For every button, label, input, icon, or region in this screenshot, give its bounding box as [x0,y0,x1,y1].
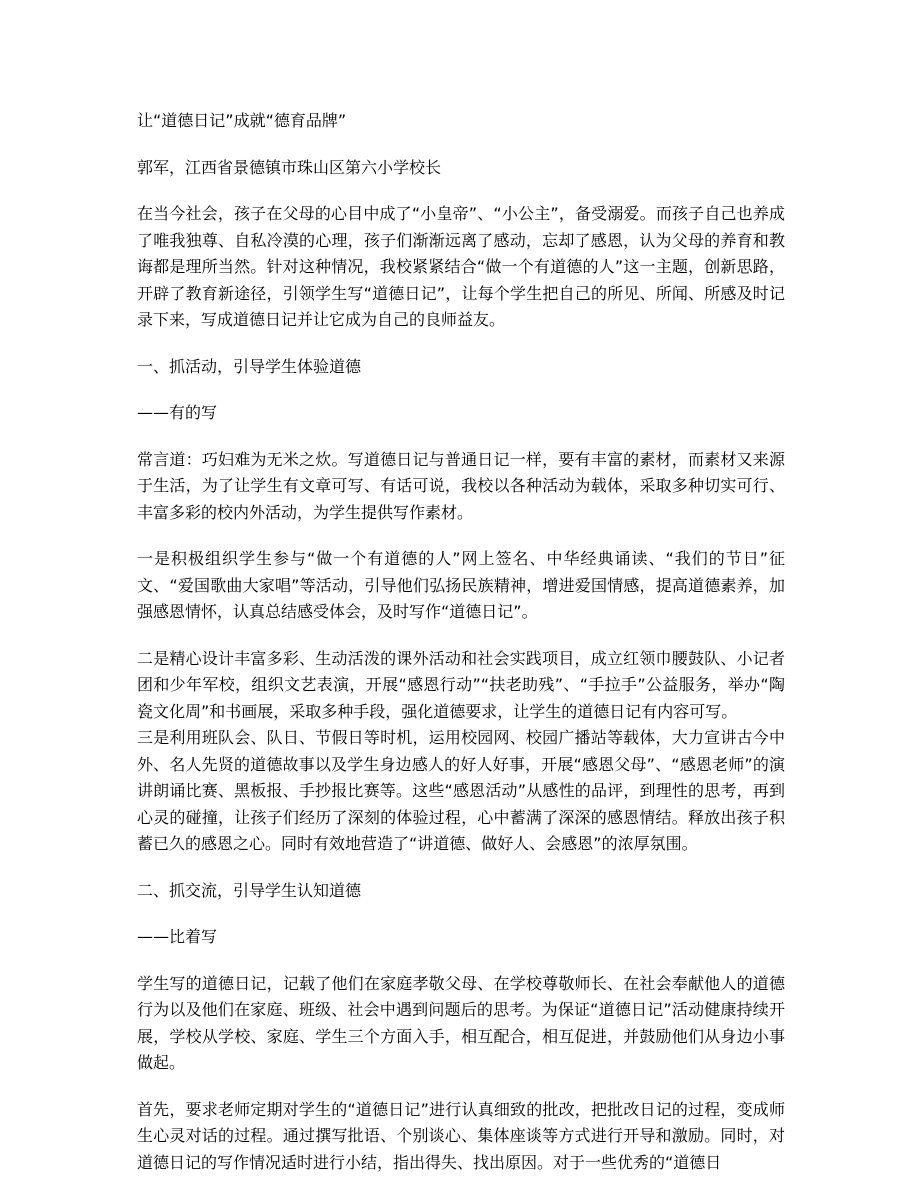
body-paragraph: 一是积极组织学生参与“做一个有道德的人”网上签名、中华经典诵读、“我们的节日”征文、“爱国歌曲大家唱”等活动，引导他们弘扬民族精神，增进爱国情感，提高道德素养，加强感恩情怀，认真总结感受体会，及时写作“道德日记”。 [137,549,785,621]
body-paragraph: 首先，要求老师定期对学生的“道德日记”进行认真细致的批改，把批改日记的过程，变成师生心灵对话的过程。通过撰写批语、个别谈心、集体座谈等方式进行开导和激励。同时，对道德日记的写作情况适时进行小结，指出得失、找出原因。对于一些优秀的“道德日 [137,1099,785,1172]
article-title: 让“道德日记”成就“德育品牌” [137,111,347,130]
body-paragraph: 学生写的道德日记，记载了他们在家庭孝敬父母、在学校尊敬师长、在社会奉献他人的道德行为以及他们在家庭、班级、社会中遇到问题后的思考。为保证“道德日记”活动健康持续开展，学校从学校、家庭、学生三个方面入手，相互配合，相互促进，并鼓励他们从身边小事做起。 [137,973,785,1072]
author-line: 郭军，江西省景德镇市珠山区第六小学校长 [137,157,442,177]
section-heading-1: 一、抓活动，引导学生体验道德 [137,356,362,376]
body-paragraph: 常言道：巧妇难为无米之炊。写道德日记与普通日记一样，要有丰富的素材，而素材又来源于生活，为了让学生有文章可写、有话可说，我校以各种活动为载体，采取多种切实可行、丰富多彩的校内外活动，为学生提供写作素材。 [137,449,785,522]
body-paragraph: 三是利用班队会、队日、节假日等时机，运用校园网、校园广播站等载体，大力宣讲古今中外、名人先贤的道德故事以及学生身边感人的好人好事，开展“感恩父母”、“感恩老师”的演讲朗诵比赛、黑板报、手抄报比赛等。这些“感恩活动”从感性的品评，到理性的思考，再到心灵的碰撞，让孩子们经历了深刻的体验过程，心中蓄满了深深的感恩情结。释放出孩子积蓄已久的感恩之心。同时有效地营造了“讲道德、做好人、会感恩”的浓厚氛围。 [137,728,785,853]
intro-paragraph: 在当今社会，孩子在父母的心目中成了“小皇帝”、“小公主”，备受溺爱。而孩子自己也养成了唯我独尊、自私冷漠的心理，孩子们渐渐远离了感动，忘却了感恩，认为父母的养育和教诲都是理所当然。针对这种情况，我校紧紧结合“做一个有道德的人”这一主题，创新思路，开辟了教育新途径，引领学生写“道德日记”，让每个学生把自己的所见、所闻、所感及时记录下来，写成道德日记并让它成为自己的良师益友。 [137,204,785,329]
body-paragraph: 二是精心设计丰富多彩、生动活泼的课外活动和社会实践项目，成立红领巾腰鼓队、小记者团和少年军校，组织文艺表演，开展“感恩行动”“扶老助残”、“手拉手”公益服务，举办“陶瓷文化周”和书画展，采取多种手段，强化道德要求，让学生的道德日记有内容可写。 [137,648,785,721]
document-page [137,108,785,1176]
section-subheading-2: ——比着写 [137,927,218,946]
section-subheading-1: ——有的写 [137,403,218,422]
section-heading-2: 二、抓交流，引导学生认知道德 [137,880,362,900]
